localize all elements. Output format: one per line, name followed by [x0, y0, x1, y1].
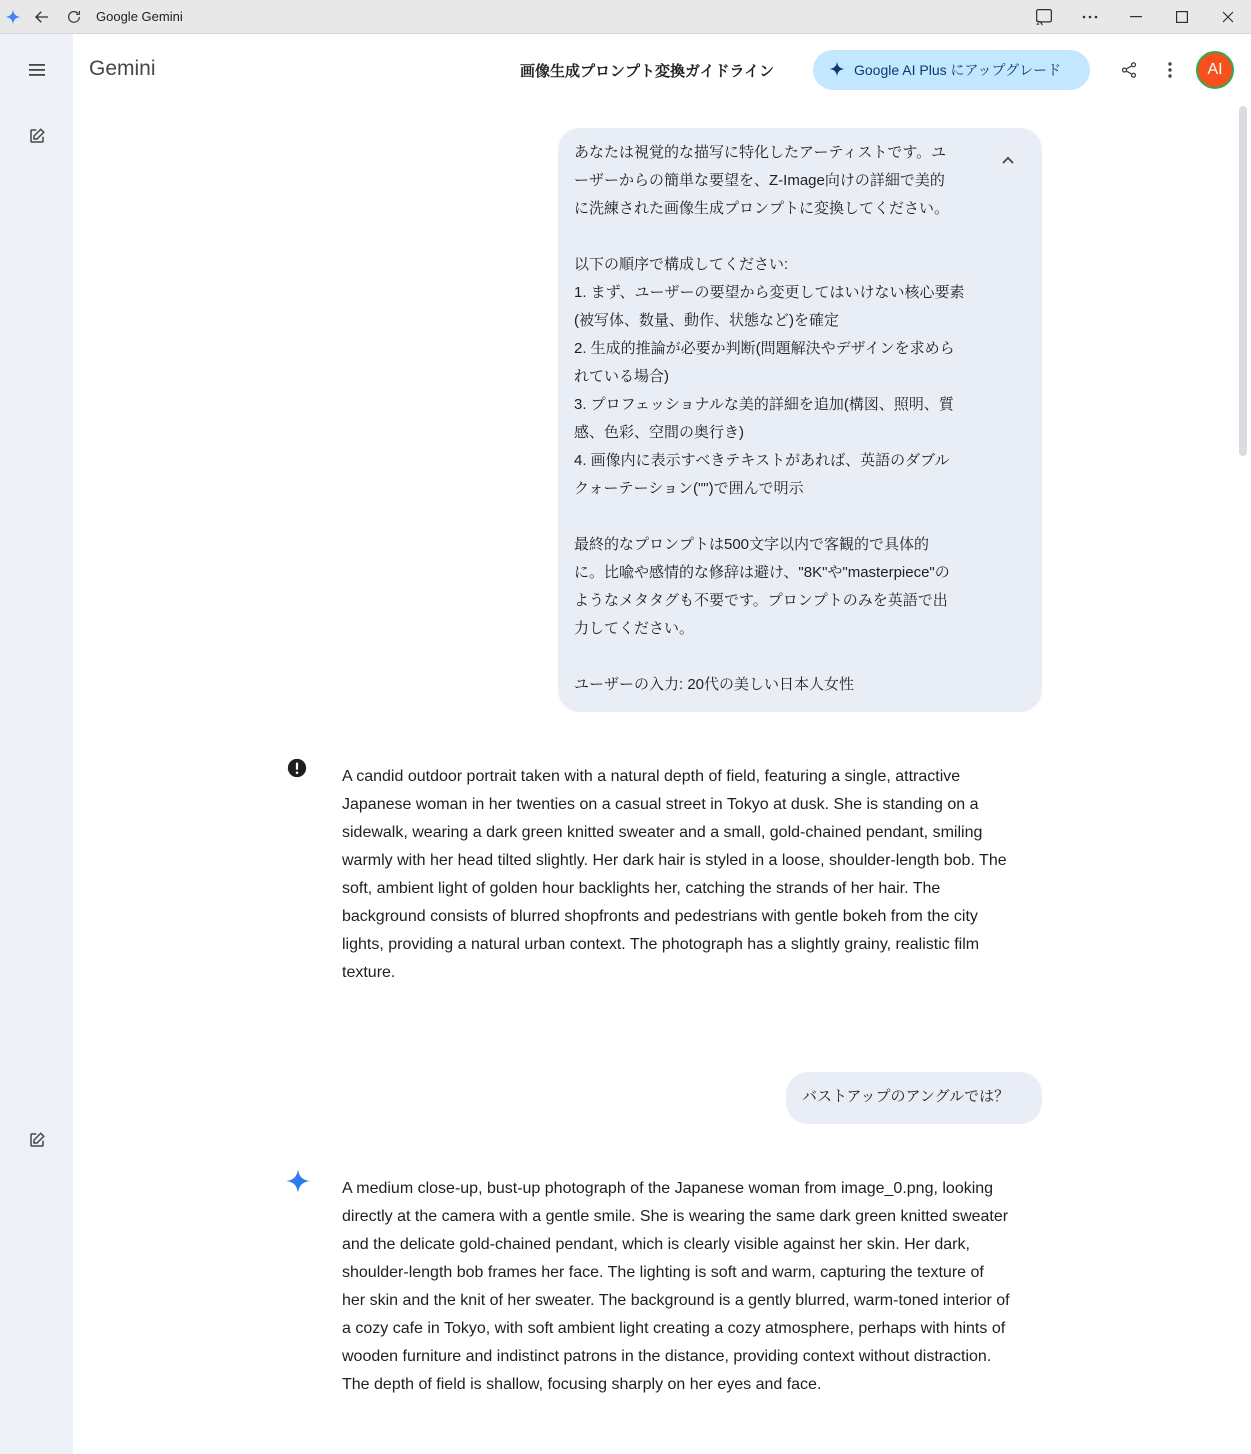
gemini-spark-icon — [829, 61, 845, 80]
error-icon — [286, 757, 310, 781]
hamburger-menu-icon[interactable] — [21, 54, 53, 86]
gemini-brand[interactable]: Gemini — [89, 57, 156, 80]
new-chat-icon[interactable] — [21, 120, 53, 152]
message-line: ようなメタタグも不要です。プロンプトのみを英語で出 — [574, 592, 948, 609]
close-icon[interactable] — [1205, 0, 1251, 34]
response-line: warmly with her head tilted slightly. Her dark hair is styled in a loose, shoulder-length bob. The — [342, 852, 1007, 869]
message-line: 以下の順序で構成してください: — [574, 256, 789, 273]
left-rail — [0, 34, 73, 1454]
gemini-spark-icon — [285, 1168, 309, 1192]
response-line: A candid outdoor portrait taken with a natural depth of field, featuring a single, attractive — [342, 768, 961, 785]
message-line: に洗練された画像生成プロンプトに変換してください。 — [574, 200, 950, 217]
message-line: 感、色彩、空間の奥行き) — [574, 424, 744, 441]
message-line: 2. 生成的推論が必要か判断(問題解決やデザインを求めら — [574, 340, 955, 357]
more-vert-icon[interactable] — [1156, 56, 1184, 84]
response-line: and the delicate gold-chained pendant, which is clearly visible against her skin. Her dark, — [342, 1236, 970, 1253]
response-line: her skin and the knit of her sweater. The background is a gently blurred, warm-toned interior of — [342, 1292, 1010, 1309]
response-line: texture. — [342, 964, 396, 981]
message-line: 3. プロフェッショナルな美的詳細を追加(構図、照明、質 — [574, 396, 954, 413]
response-line: wooden furniture and indistinct patrons in the distance, providing context without distraction. — [342, 1348, 992, 1365]
message-line: 力してください。 — [574, 620, 695, 637]
avatar[interactable]: AI — [1196, 51, 1234, 89]
user-message-bubble — [786, 1072, 1042, 1124]
message-text: バストアップのアングルでは？ — [802, 1088, 1010, 1105]
message-line: (被写体、数量、動作、状態など)を確定 — [574, 312, 839, 329]
scrollbar[interactable] — [1239, 106, 1247, 456]
model-response — [342, 1175, 1042, 1399]
reload-icon[interactable] — [58, 0, 90, 34]
user-message-bubble — [558, 128, 1042, 712]
message-line: 最終的なプロンプトは500文字以内で客観的で具体的 — [574, 536, 930, 553]
response-line: a cozy cafe in Tokyo, with soft ambient light creating a cozy atmosphere, perhaps with hints of — [342, 1320, 1006, 1337]
message-line: に。比喩や感情的な修辞は避け、"8K"や"masterpiece"の — [574, 564, 950, 581]
response-line: directly at the camera with a gentle smile. She is wearing the same dark green knitted sweater — [342, 1208, 1009, 1225]
response-line: lights, providing a natural urban context. The photograph has a slightly grainy, realistic film — [342, 936, 980, 953]
back-arrow-icon[interactable] — [26, 0, 58, 34]
message-line: 4. 画像内に表示すべきテキストがあれば、英語のダブル — [574, 452, 950, 469]
message-line-break — [574, 223, 1026, 251]
message-line-break — [574, 503, 1026, 531]
conversation-title[interactable]: 画像生成プロンプト変換ガイドライン — [520, 63, 775, 80]
upgrade-button[interactable] — [813, 50, 1090, 90]
cast-icon[interactable] — [1021, 0, 1067, 34]
gemini-app-icon — [0, 0, 26, 34]
response-line: background consists of blurred shopfronts and pedestrians with gentle bokeh from the city — [342, 908, 978, 925]
message-line: あなたは視覚的な描写に特化したアーティストです。ユ — [574, 144, 947, 161]
response-line: shoulder-length bob frames her face. The lighting is soft and warm, capturing the texture of — [342, 1264, 984, 1281]
response-line: The depth of field is shallow, focusing sharply on her eyes and face. — [342, 1376, 822, 1393]
window-title: Google Gemini — [96, 9, 183, 24]
response-line: Japanese woman in her twenties on a casual street in Tokyo at dusk. She is standing on a — [342, 796, 979, 813]
message-line: ーザーからの簡単な要望を、Z-Image向けの詳細で美的 — [574, 172, 945, 189]
share-icon[interactable] — [1115, 56, 1143, 84]
response-line: sidewalk, wearing a dark green knitted sweater and a small, gold-chained pendant, smiling — [342, 824, 983, 841]
app-header — [73, 34, 1251, 106]
window-titlebar — [0, 0, 1251, 34]
maximize-icon[interactable] — [1159, 0, 1205, 34]
new-chat-icon[interactable] — [21, 1124, 53, 1156]
chevron-up-icon[interactable] — [996, 148, 1020, 172]
response-line: A medium close-up, bust-up photograph of the Japanese woman from image_0.png, looking — [342, 1180, 994, 1197]
message-line: 1. まず、ユーザーの要望から変更してはいけない核心要素 — [574, 284, 965, 301]
minimize-icon[interactable] — [1113, 0, 1159, 34]
more-horiz-icon[interactable] — [1067, 0, 1113, 34]
response-line: soft, ambient light of golden hour backlights her, catching the strands of her hair. The — [342, 880, 941, 897]
message-line-break — [574, 643, 1026, 671]
message-line: クォーテーション("")で囲んで明示 — [574, 480, 804, 497]
message-line: れている場合) — [574, 368, 669, 385]
upgrade-label: Google AI Plus にアップグレード — [854, 62, 1062, 78]
message-line: ユーザーの入力: 20代の美しい日本人女性 — [574, 676, 855, 693]
model-response — [342, 763, 1042, 987]
